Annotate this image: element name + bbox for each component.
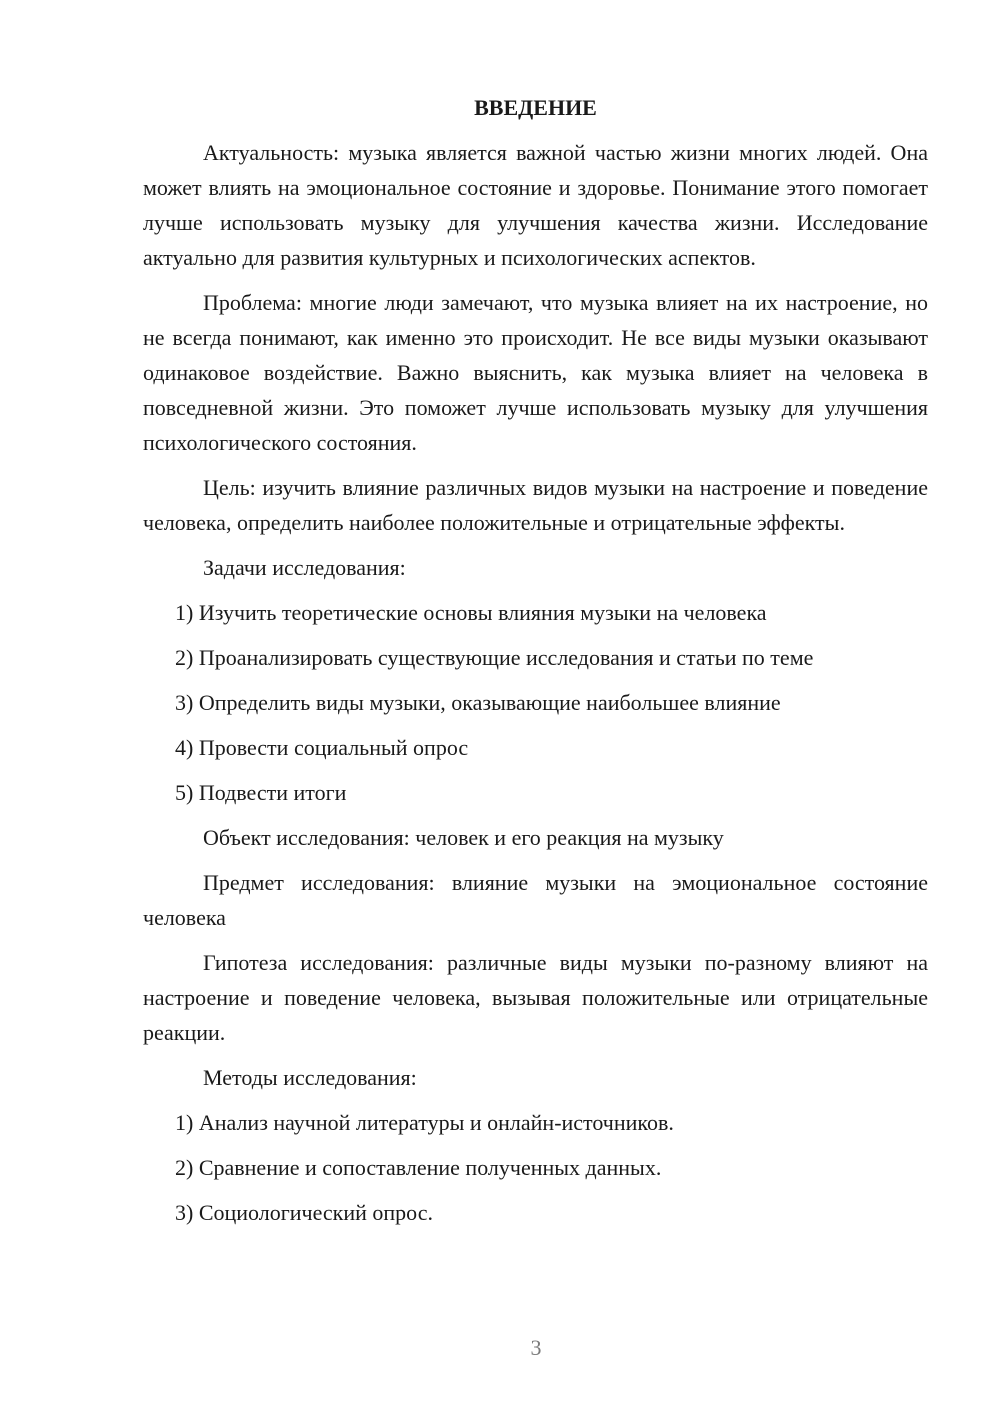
list-item: 1) Анализ научной литературы и онлайн-источников. bbox=[175, 1110, 674, 1135]
subject-paragraph: Предмет исследования: влияние музыки на эмоциональное состояние человека bbox=[143, 870, 928, 930]
methods-heading: Методы исследования: bbox=[203, 1065, 417, 1090]
list-item: 3) Определить виды музыки, оказывающие наибольшее влияние bbox=[175, 690, 781, 715]
goal-paragraph: Цель: изучить влияние различных видов музыки на настроение и поведение человека, определить наиболее положительные и отрицательные эффекты. bbox=[143, 475, 928, 535]
document-page bbox=[143, 92, 928, 1240]
list-item: 2) Сравнение и сопоставление полученных данных. bbox=[175, 1155, 662, 1180]
section-title: ВВЕДЕНИЕ bbox=[474, 95, 597, 120]
object-line: Объект исследования: человек и его реакция на музыку bbox=[203, 825, 724, 850]
list-item: 2) Проанализировать существующие исследования и статьи по теме bbox=[175, 645, 814, 670]
tasks-heading: Задачи исследования: bbox=[203, 555, 406, 580]
list-item: 4) Провести социальный опрос bbox=[175, 735, 469, 760]
hypothesis-paragraph: Гипотеза исследования: различные виды музыки по-разному влияют на настроение и поведение человека, вызывая положительные или отрицательные реакции. bbox=[143, 950, 928, 1045]
relevance-paragraph: Актуальность: музыка является важной частью жизни многих людей. Она может влиять на эмоциональное состояние и здоровье. Понимание этого помогает лучше использовать музыку для улучшения качества жизни. Исследование актуально для развития культурных и психологических аспектов. bbox=[143, 140, 928, 270]
list-item: 1) Изучить теоретические основы влияния музыки на человека bbox=[175, 600, 767, 625]
problem-paragraph: Проблема: многие люди замечают, что музыка влияет на их настроение, но не всегда понимают, как именно это происходит. Не все виды музыки оказывают одинаковое воздействие. Важно выяснить, как музыка влияет на человека в повседневной жизни. Это поможет лучше использовать музыку для улучшения психологического состояния. bbox=[143, 290, 928, 455]
list-item: 3) Социологический опрос. bbox=[175, 1200, 433, 1225]
methods-list bbox=[143, 1105, 928, 1230]
list-item: 5) Подвести итоги bbox=[175, 780, 347, 805]
page-number: 3 bbox=[530, 1335, 542, 1360]
tasks-list bbox=[143, 595, 928, 810]
